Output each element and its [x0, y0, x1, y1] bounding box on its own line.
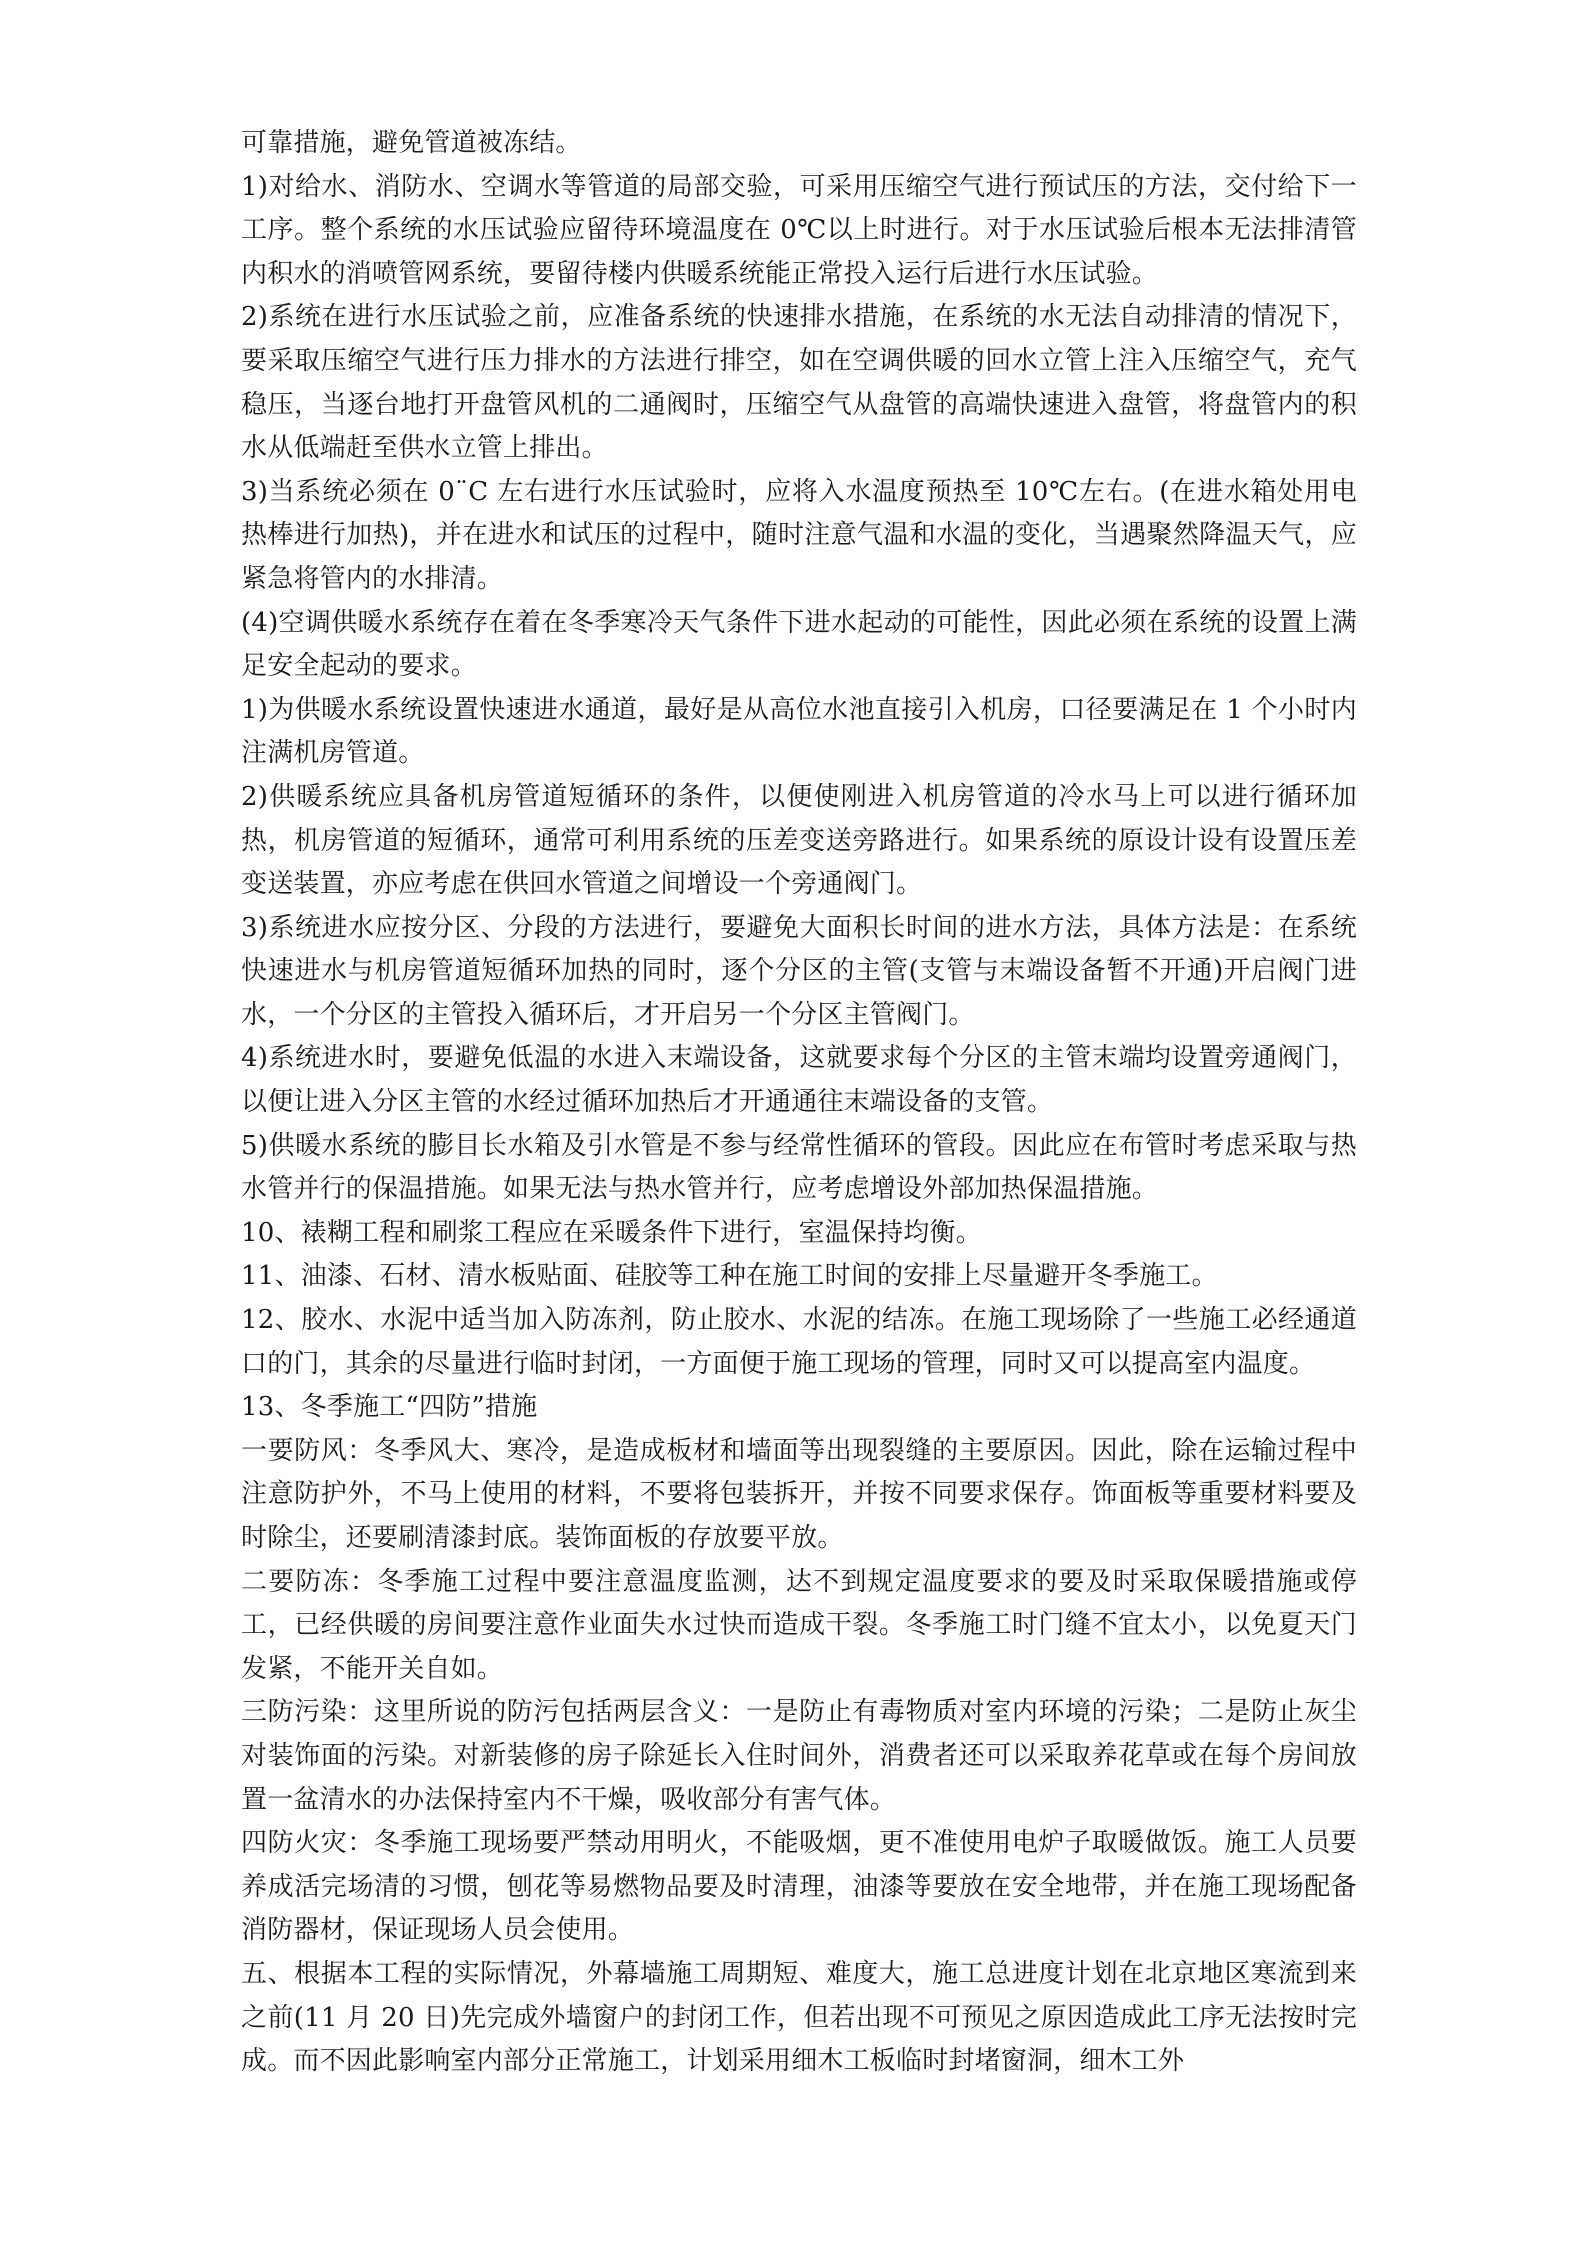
paragraph-section-5: 五、根据本工程的实际情况，外幕墙施工周期短、难度大，施工总进度计划在北京地区寒流到来之前(11 月 20 日)先完成外墙窗户的封闭工作，但若出现不可预见之原因造成此工序无法按时完成。而不因此影响室内部分正常施工，计划采用细木工板临时封堵窗洞，细木工外 [241, 1958, 1357, 2077]
paragraph-item-3-preheat: 3)当系统必须在 0¨C 左右进行水压试验时，应将入水温度预热至 10℃左右。(在进水箱处用电热棒进行加热)，并在进水和试压的过程中，随时注意气温和水温的变化，当遇聚然降温天气，应紧急将管内的水排清。 [241, 476, 1357, 594]
paragraph-pollution-protection: 三防污染：这里所说的防污包括两层含义：一是防止有毒物质对室内环境的污染；二是防止灰尘对装饰面的污染。对新装修的房子除延长入住时间外，消费者还可以采取养花草或在每个房间放置一盆清水的办法保持室内不干燥，吸收部分有害气体。 [241, 1697, 1357, 1815]
paragraph-point-13-heading: 13、冬季施工“四防”措施 [241, 1392, 538, 1423]
paragraph-section-4-heating-startup: (4)空调供暖水系统存在着在冬季寒冷天气条件下进水起动的可能性，因此必须在系统的设置上满足安全起动的要求。 [241, 607, 1357, 682]
paragraph-item-4-bypass-valve: 4)系统进水时，要避免低温的水进入末端设备，这就要求每个分区的主管末端均设置旁通阀门，以便让进入分区主管的水经过循环加热后才开通通往末端设备的支管。 [241, 1043, 1357, 1118]
paragraph-point-10: 10、裱糊工程和刷浆工程应在采暖条件下进行，室温保持均衡。 [241, 1217, 982, 1248]
document-body [241, 122, 1357, 2084]
paragraph-item-5-expansion-tank: 5)供暖水系统的膨目长水箱及引水管是不参与经常性循环的管段。因此应在布管时考虑采取与热水管并行的保温措施。如果无法与热水管并行，应考虑增设外部加热保温措施。 [241, 1130, 1357, 1205]
paragraph-item-2-drainage: 2)系统在进行水压试验之前，应准备系统的快速排水措施，在系统的水无法自动排清的情况下，要采取压缩空气进行压力排水的方法进行排空，如在空调供暖的回水立管上注入压缩空气，充气稳压，当逐台地打开盘管风机的二通阀时，压缩空气从盘管的高端快速进入盘管，将盘管内的积水从低端赶至供水立管上排出。 [241, 302, 1357, 464]
paragraph-item-3-zoned-filling: 3)系统进水应按分区、分段的方法进行，要避免大面积长时间的进水方法，具体方法是：在系统快速进水与机房管道短循环加热的同时，逐个分区的主管(支管与末端设备暂不开通)开启阀门进水，一个分区的主管投入循环后，才开启另一个分区主管阀门。 [241, 912, 1357, 1030]
paragraph-fire-protection: 四防火灾：冬季施工现场要严禁动用明火，不能吸烟，更不准使用电炉子取暖做饭。施工人员要养成活完场清的习惯，刨花等易燃物品要及时清理，油漆等要放在安全地带，并在施工现场配备消防器材，保证现场人员会使用。 [241, 1828, 1357, 1946]
paragraph-item-2-short-loop: 2)供暖系统应具备机房管道短循环的条件，以便使刚进入机房管道的冷水马上可以进行循环加热，机房管道的短循环，通常可利用系统的压差变送旁路进行。如果系统的原设计设有设置压差变送装置，亦应考虑在供回水管道之间增设一个旁通阀门。 [241, 781, 1357, 900]
paragraph-item-1-fast-inlet: 1)为供暖水系统设置快速进水通道，最好是从高位水池直接引入机房，口径要满足在 1 个小时内注满机房管道。 [241, 694, 1357, 769]
paragraph-point-12: 12、胶水、水泥中适当加入防冻剂，防止胶水、水泥的结冻。在施工现场除了一些施工必经通道口的门，其余的尽量进行临时封闭，一方面便于施工现场的管理，同时又可以提高室内温度。 [241, 1305, 1357, 1379]
paragraph-frost-protection: 二要防冻：冬季施工过程中要注意温度监测，达不到规定温度要求的要及时采取保暖措施或停工，已经供暖的房间要注意作业面失水过快而造成干裂。冬季施工时门缝不宜太小，以免夏天门发紧，不能开关自如。 [241, 1566, 1357, 1684]
paragraph-continuation: 可靠措施，避免管道被冻结。 [241, 128, 582, 158]
paragraph-item-1-pressure-test: 1)对给水、消防水、空调水等管道的局部交验，可采用压缩空气进行预试压的方法，交付给下一工序。整个系统的水压试验应留待环境温度在 0℃以上时进行。对于水压试验后根本无法排清管内积水的消喷管网系统，要留待楼内供暖系统能正常投入运行后进行水压试验。 [241, 171, 1357, 289]
paragraph-wind-protection: 一要防风：冬季风大、寒冷，是造成板材和墙面等出现裂缝的主要原因。因此，除在运输过程中注意防护外，不马上使用的材料，不要将包装拆开，并按不同要求保存。饰面板等重要材料要及时除尘，还要刷清漆封底。装饰面板的存放要平放。 [241, 1435, 1357, 1553]
paragraph-point-11: 11、油漆、石材、清水板贴面、硅胶等工种在施工时间的安排上尽量避开冬季施工。 [241, 1261, 1218, 1292]
